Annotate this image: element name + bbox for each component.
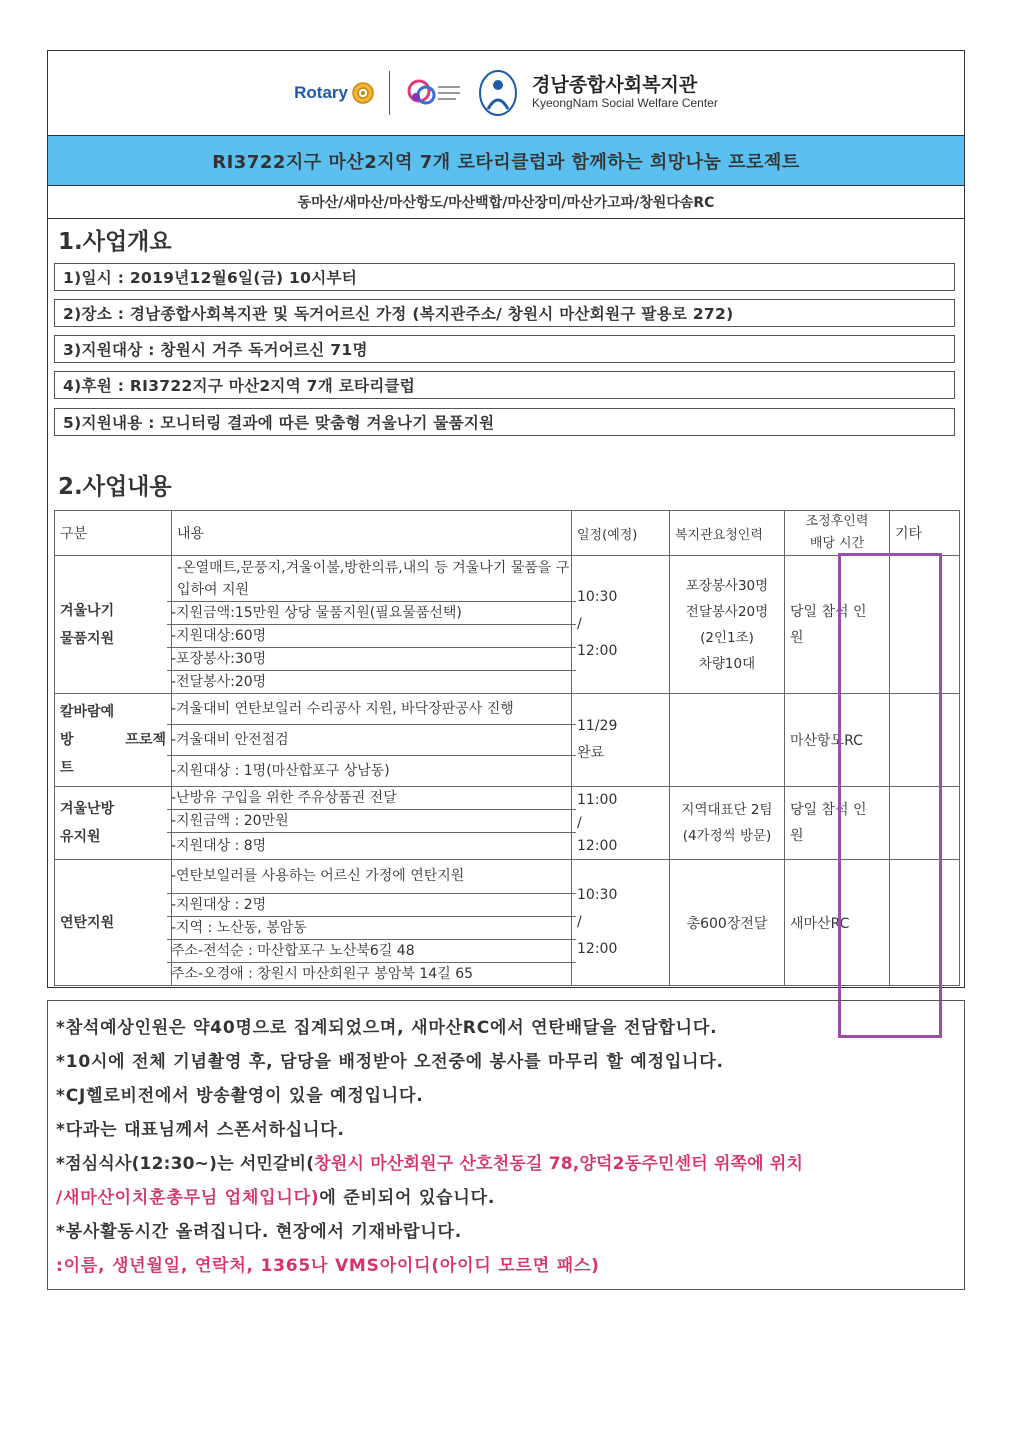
row-etc (890, 860, 960, 986)
adjusted-line: 새마산RC (790, 915, 850, 932)
category-line: 트 (60, 760, 74, 776)
col-header-content: 내용 (172, 511, 572, 556)
category-line: 방 프로젝 (60, 732, 166, 748)
details-table (54, 510, 960, 986)
content-line: -난방유 구입을 위한 주유상품권 전달 (167, 787, 576, 810)
row-category (55, 860, 172, 986)
notes-box (47, 1000, 965, 1290)
content-line: -지역 : 노산동, 봉암동 (167, 917, 576, 940)
adjusted-line: 원 (790, 828, 804, 844)
row-category (55, 694, 172, 787)
row-etc (890, 787, 960, 860)
staff-line: 총600장전달 (686, 915, 768, 932)
category-line: 연탄지원 (60, 914, 115, 931)
schedule-line: 11:00 (577, 791, 618, 808)
row-adjusted (785, 694, 890, 787)
staff-line: (4가정씩 방문) (682, 828, 772, 844)
logo-band (48, 51, 964, 135)
adjusted-line: 당일 참석 인 (790, 603, 867, 620)
overview-item-date: 1)일시 : 2019년12월6일(금) 10시부터 (54, 263, 955, 291)
col-header-schedule: 일정(예정) (572, 511, 670, 556)
col-header-adjusted-line1: 조정후인력 (805, 514, 869, 529)
row-schedule (572, 787, 670, 860)
row-staff (670, 860, 785, 986)
note-line: :이름, 생년월일, 연락처, 1365나 VMS아이디(아이디 모르면 패스) (56, 1256, 600, 1276)
row-schedule (572, 694, 670, 787)
schedule-line: 12:00 (577, 941, 618, 957)
note-lunch-text: *점심식사(12:30~)는 서민갈비( (56, 1154, 315, 1174)
staff-line: 포장봉사30명 (685, 577, 769, 594)
schedule-line: 11/29 (577, 718, 618, 734)
col-header-category: 구분 (55, 511, 172, 556)
note-line: *10시에 전체 기념촬영 후, 담당을 배정받아 오전중에 봉사를 마무리 할 예정입니다. (56, 1052, 724, 1072)
table-row (55, 860, 960, 986)
staff-line: 차량10대 (698, 655, 756, 672)
note-line (56, 1181, 964, 1215)
table-row (55, 556, 960, 694)
col-header-adjusted (785, 511, 890, 556)
club-list: 동마산/새마산/마산항도/마산백합/마산장미/마산가고파/창원다솜RC (48, 186, 964, 219)
row-staff (670, 694, 785, 787)
row-content (172, 860, 572, 986)
welfare-center-english: KyeongNam Social Welfare Center (531, 96, 718, 111)
content-line: -지원대상 : 8명 (171, 838, 267, 854)
banner-title: RI3722지구 마산2지역 7개 로타리클럽과 함께하는 희망나눔 프로젝트 (48, 135, 964, 186)
welfare-center-name (532, 75, 718, 111)
category-line: 칼바람예 (60, 704, 115, 720)
content-line: -지원금액:15만원 상당 물품지원(필요물품선택) (167, 602, 576, 625)
category-line: 겨울난방 (60, 801, 115, 817)
note-lunch-ready: 에 준비되어 있습니다. (319, 1188, 496, 1208)
row-content (172, 787, 572, 860)
row-content (172, 694, 572, 787)
content-line: -온열매트,문풍지,겨울이불,방한의류,내의 등 겨울나기 물품을 구입하여 지원 (167, 557, 576, 602)
staff-line: (2인1조) (700, 629, 754, 646)
note-lunch-owner: /새마산이치훈총무님 업체입니다) (56, 1188, 320, 1208)
table-row (55, 787, 960, 860)
rotary-wheel-icon (351, 81, 375, 105)
content-line: -전달봉사:20명 (171, 673, 267, 690)
overview-heading: 1.사업개요 (58, 229, 172, 255)
content-line: -지원대상:60명 (167, 625, 576, 648)
row-staff (670, 787, 785, 860)
content-line: -지원대상 : 2명 (167, 894, 576, 917)
logo-divider (389, 71, 390, 115)
col-header-staff: 복지관요청인력 (670, 511, 785, 556)
row-adjusted (785, 556, 890, 694)
note-line (56, 1147, 964, 1181)
category-line: 겨울나기 (60, 602, 115, 619)
welfare-center-logo-icon (478, 69, 518, 117)
note-lunch-address: 창원시 마산회원구 산호천동길 78,양덕2동주민센터 위쪽에 위치 (314, 1154, 804, 1174)
schedule-line: 10:30 (577, 887, 618, 903)
row-category (55, 556, 172, 694)
row-schedule (572, 556, 670, 694)
content-line: -지원금액 : 20만원 (167, 810, 576, 833)
content-line: 주소-전석순 : 마산합포구 노산북6길 48 (167, 940, 576, 963)
adjusted-line: 당일 참석 인 (790, 802, 867, 818)
staff-line: 전달봉사20명 (685, 603, 769, 620)
content-line: -겨울대비 연탄보일러 수리공사 지원, 바닥장판공사 진행 (167, 694, 576, 725)
overview-item-place: 2)장소 : 경남종합사회복지관 및 독거어르신 가정 (복지관주소/ 창원시 마산회원구 팔용로 272) (54, 299, 955, 327)
overview-item-target: 3)지원대상 : 창원시 거주 독거어르신 71명 (54, 335, 955, 363)
category-line: 유지원 (60, 829, 101, 845)
row-adjusted (785, 860, 890, 986)
overview-item-content: 5)지원내용 : 모니터링 결과에 따른 맞춤형 겨울나기 물품지원 (54, 408, 955, 436)
adjusted-line: 원 (790, 629, 804, 646)
row-schedule (572, 860, 670, 986)
content-line: -겨울대비 안전점검 (167, 725, 576, 756)
schedule-line: / (577, 814, 582, 831)
col-header-adjusted-line2: 배당 시간 (809, 536, 865, 551)
schedule-line: 10:30 (577, 589, 618, 605)
note-line: *봉사활동시간 올려집니다. 현장에서 기재바랍니다. (56, 1222, 463, 1242)
row-content (172, 556, 572, 694)
row-etc (890, 694, 960, 787)
content-line: -연탄보일러를 사용하는 어르신 가정에 연탄지원 (167, 860, 576, 894)
note-line: *CJ헬로비전에서 방송촬영이 있을 예정입니다. (56, 1086, 424, 1106)
schedule-line: / (577, 914, 582, 930)
content-line: -포장봉사:30명 (167, 648, 576, 671)
welfare-center-korean: 경남종합사회복지관 (531, 74, 698, 97)
staff-line: 지역대표단 2팀 (681, 802, 773, 818)
row-category (55, 787, 172, 860)
rotary-label: Rotary (294, 83, 348, 102)
schedule-line: 완료 (577, 745, 605, 761)
row-etc (890, 556, 960, 694)
table-row (55, 694, 960, 787)
content-line: -지원대상 : 1명(마산합포구 상남동) (171, 763, 390, 779)
note-line: *참석예상인원은 약40명으로 집계되었으며, 새마산RC에서 연탄배달을 전담합니다. (56, 1018, 718, 1038)
schedule-line: 12:00 (577, 837, 618, 854)
schedule-line: / (577, 616, 582, 632)
note-line: *다과는 대표님께서 스폰서하십니다. (56, 1120, 345, 1140)
category-line: 물품지원 (60, 630, 115, 647)
sharing-emblem-icon (404, 73, 464, 113)
table-header-row (55, 511, 960, 556)
content-line: 주소-오경애 : 창원시 마산회원구 봉암북 14길 65 (171, 966, 474, 982)
col-header-etc: 기타 (890, 511, 960, 556)
details-heading: 2.사업내용 (58, 474, 172, 500)
row-adjusted (785, 787, 890, 860)
schedule-line: 12:00 (577, 643, 618, 659)
adjusted-line: 마산항도RC (790, 733, 863, 749)
row-staff (670, 556, 785, 694)
document-frame (47, 50, 965, 988)
overview-item-sponsor: 4)후원 : RI3722지구 마산2지역 7개 로타리클럽 (54, 371, 955, 399)
rotary-logo (294, 81, 375, 105)
